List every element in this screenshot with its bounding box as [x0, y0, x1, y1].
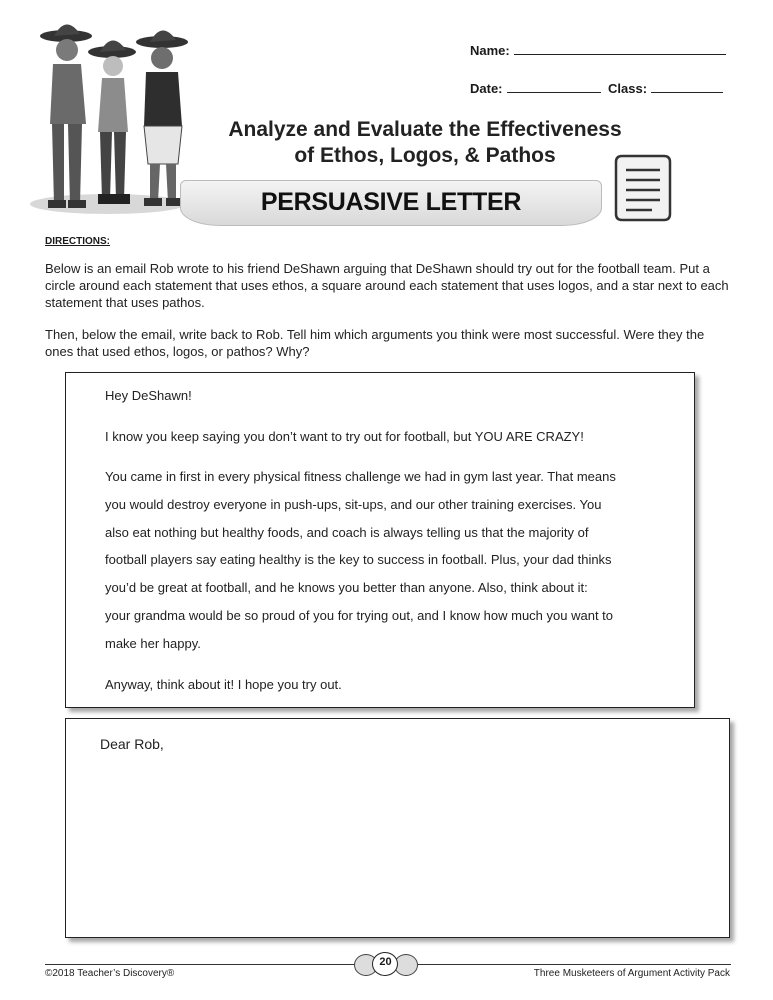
- banner-label: PERSUASIVE LETTER: [260, 188, 522, 216]
- email-body-line: make her happy.: [105, 636, 201, 651]
- email-closing: Anyway, think about it! I hope you try out.: [105, 677, 342, 692]
- banner: [180, 180, 602, 226]
- email-body-line: you would destroy everyone in push-ups, sit-ups, and our other training exercises. You: [105, 497, 602, 512]
- email-body-line: football players say eating healthy is the key to success in football. Plus, your dad thinks: [105, 552, 612, 567]
- email-body-line: You came in first in every physical fitness challenge we had in gym last year. That means: [105, 469, 616, 484]
- email-box: [65, 372, 695, 708]
- email-greeting: Hey DeShawn!: [105, 388, 192, 403]
- page-number: 20: [379, 956, 392, 968]
- reply-box[interactable]: [65, 718, 730, 938]
- class-label: Class:: [608, 81, 648, 96]
- footer-copyright: ©2018 Teacher’s Discovery®: [45, 968, 175, 979]
- email-body-line: your grandma would be so proud of you for trying out, and I know how much you want to: [105, 608, 614, 623]
- class-field[interactable]: [608, 78, 730, 98]
- email-body-line: you’d be great at football, and he knows you better than anyone. Also, think about it:: [105, 580, 588, 595]
- reply-greeting: Dear Rob,: [100, 736, 164, 752]
- footer-pack-title: Three Musketeers of Argument Activity Pack: [533, 968, 730, 979]
- date-line[interactable]: [507, 78, 601, 93]
- musketeers-illustration: [28, 14, 198, 219]
- name-line[interactable]: [514, 40, 726, 55]
- email-line-1: I know you keep saying you don’t want to try out for football, but YOU ARE CRAZY!: [105, 429, 584, 444]
- directions-label: DIRECTIONS:: [45, 236, 110, 247]
- title-line-1: Analyze and Evaluate the Effectiveness: [228, 118, 622, 141]
- scroll-icon: [612, 150, 674, 225]
- directions-paragraph-2: Then, below the email, write back to Rob. Tell him which arguments you think were most successful. Were they the ones that used ethos, logos, or pathos? Why?: [45, 327, 705, 359]
- page-number-badge: [354, 952, 416, 976]
- musketeer-left-figure: [40, 24, 92, 208]
- title-line-2: of Ethos, Logos, & Pathos: [294, 144, 556, 167]
- email-body-line: also eat nothing but healthy foods, and coach is always telling us that the majority of: [105, 525, 589, 540]
- musketeer-middle-figure: [88, 40, 136, 204]
- page-title: [185, 117, 665, 169]
- directions-paragraph-1: Below is an email Rob wrote to his friend DeShawn arguing that DeShawn should try out for the football team. Put a circle around each statement that uses ethos, a square around each statement that uses logos, and a star next to each statement that uses pathos.: [45, 261, 729, 310]
- musketeer-right-figure: [136, 30, 188, 206]
- date-field[interactable]: [470, 78, 605, 98]
- class-line[interactable]: [651, 78, 723, 93]
- name-field[interactable]: [470, 40, 728, 60]
- name-label: Name:: [470, 43, 510, 58]
- date-label: Date:: [470, 81, 503, 96]
